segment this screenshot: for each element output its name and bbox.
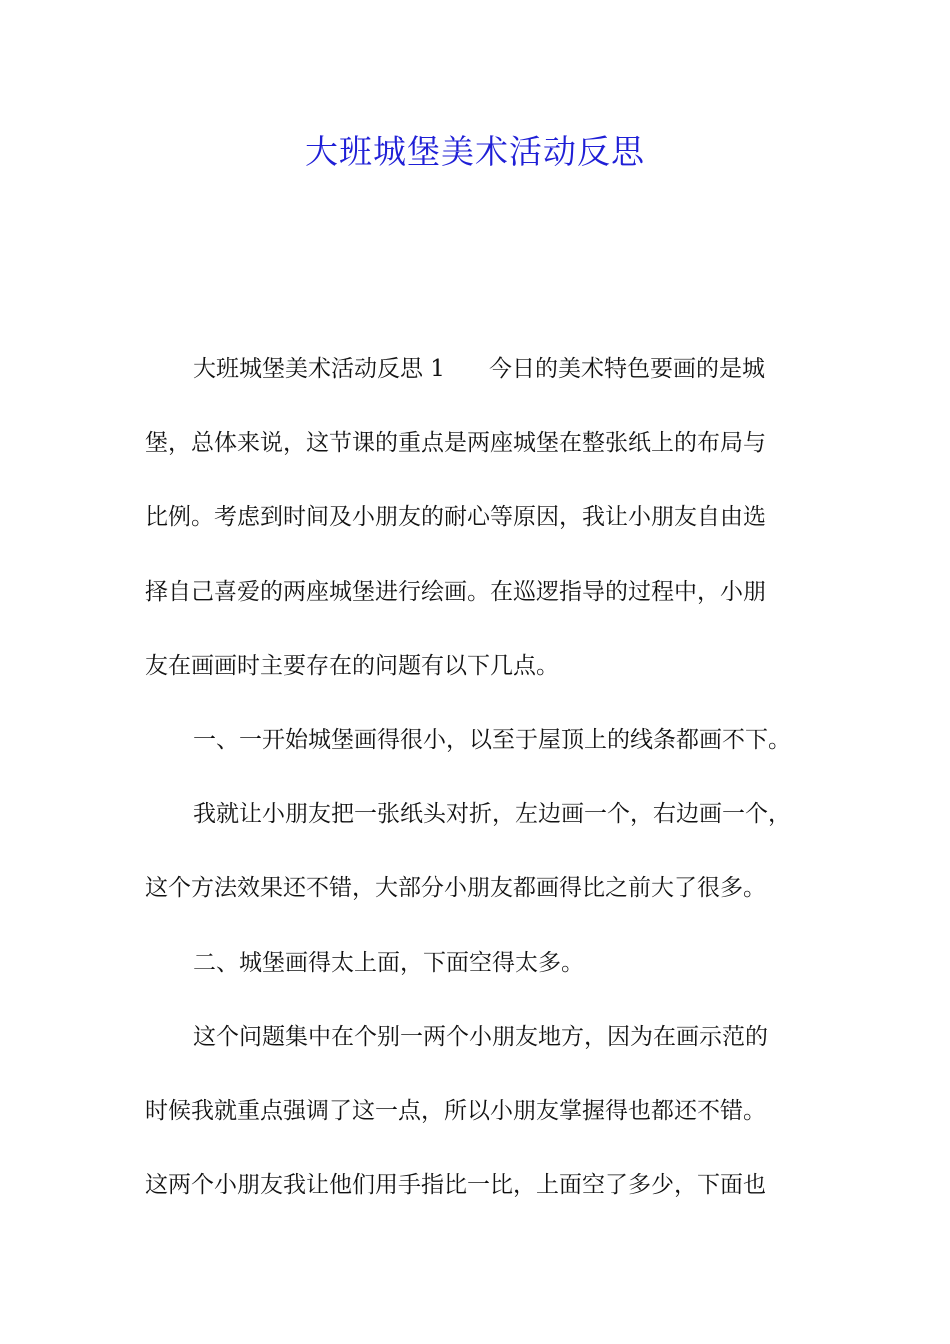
text-line: 比例。考虑到时间及小朋友的耐心等原因，我让小朋友自由选 <box>145 504 766 531</box>
text-line: 二、城堡画得太上面，下面空得太多。 <box>193 949 584 976</box>
text-line: 这个方法效果还不错，大部分小朋友都画得比之前大了很多。 <box>145 875 766 902</box>
text-line: 堡，总体来说，这节课的重点是两座城堡在整张纸上的布局与 <box>145 430 766 457</box>
text-line: 我就让小朋友把一张纸头对折，左边画一个，右边画一个， <box>193 801 791 828</box>
text-line: 时候我就重点强调了这一点，所以小朋友掌握得也都还不错。 <box>145 1097 766 1124</box>
text-line: 这两个小朋友我让他们用手指比一比，上面空了多少，下面也 <box>145 1172 766 1199</box>
text-line: 友在画画时主要存在的问题有以下几点。 <box>145 652 559 679</box>
text-line: 这个问题集中在个别一两个小朋友地方，因为在画示范的 <box>193 1023 768 1050</box>
section-heading: 大班城堡美术活动反思 1 <box>193 356 445 382</box>
text-line <box>145 332 815 406</box>
text-line: 择自己喜爱的两座城堡进行绘画。在巡逻指导的过程中，小朋 <box>145 578 766 605</box>
document-title: 大班城堡美术活动反思 <box>305 132 645 171</box>
text-line-content: 今日的美术特色要画的是城 <box>488 356 765 382</box>
document-body <box>145 332 815 1222</box>
text-line: 一、一开始城堡画得很小，以至于屋顶上的线条都画不下。 <box>193 726 791 753</box>
